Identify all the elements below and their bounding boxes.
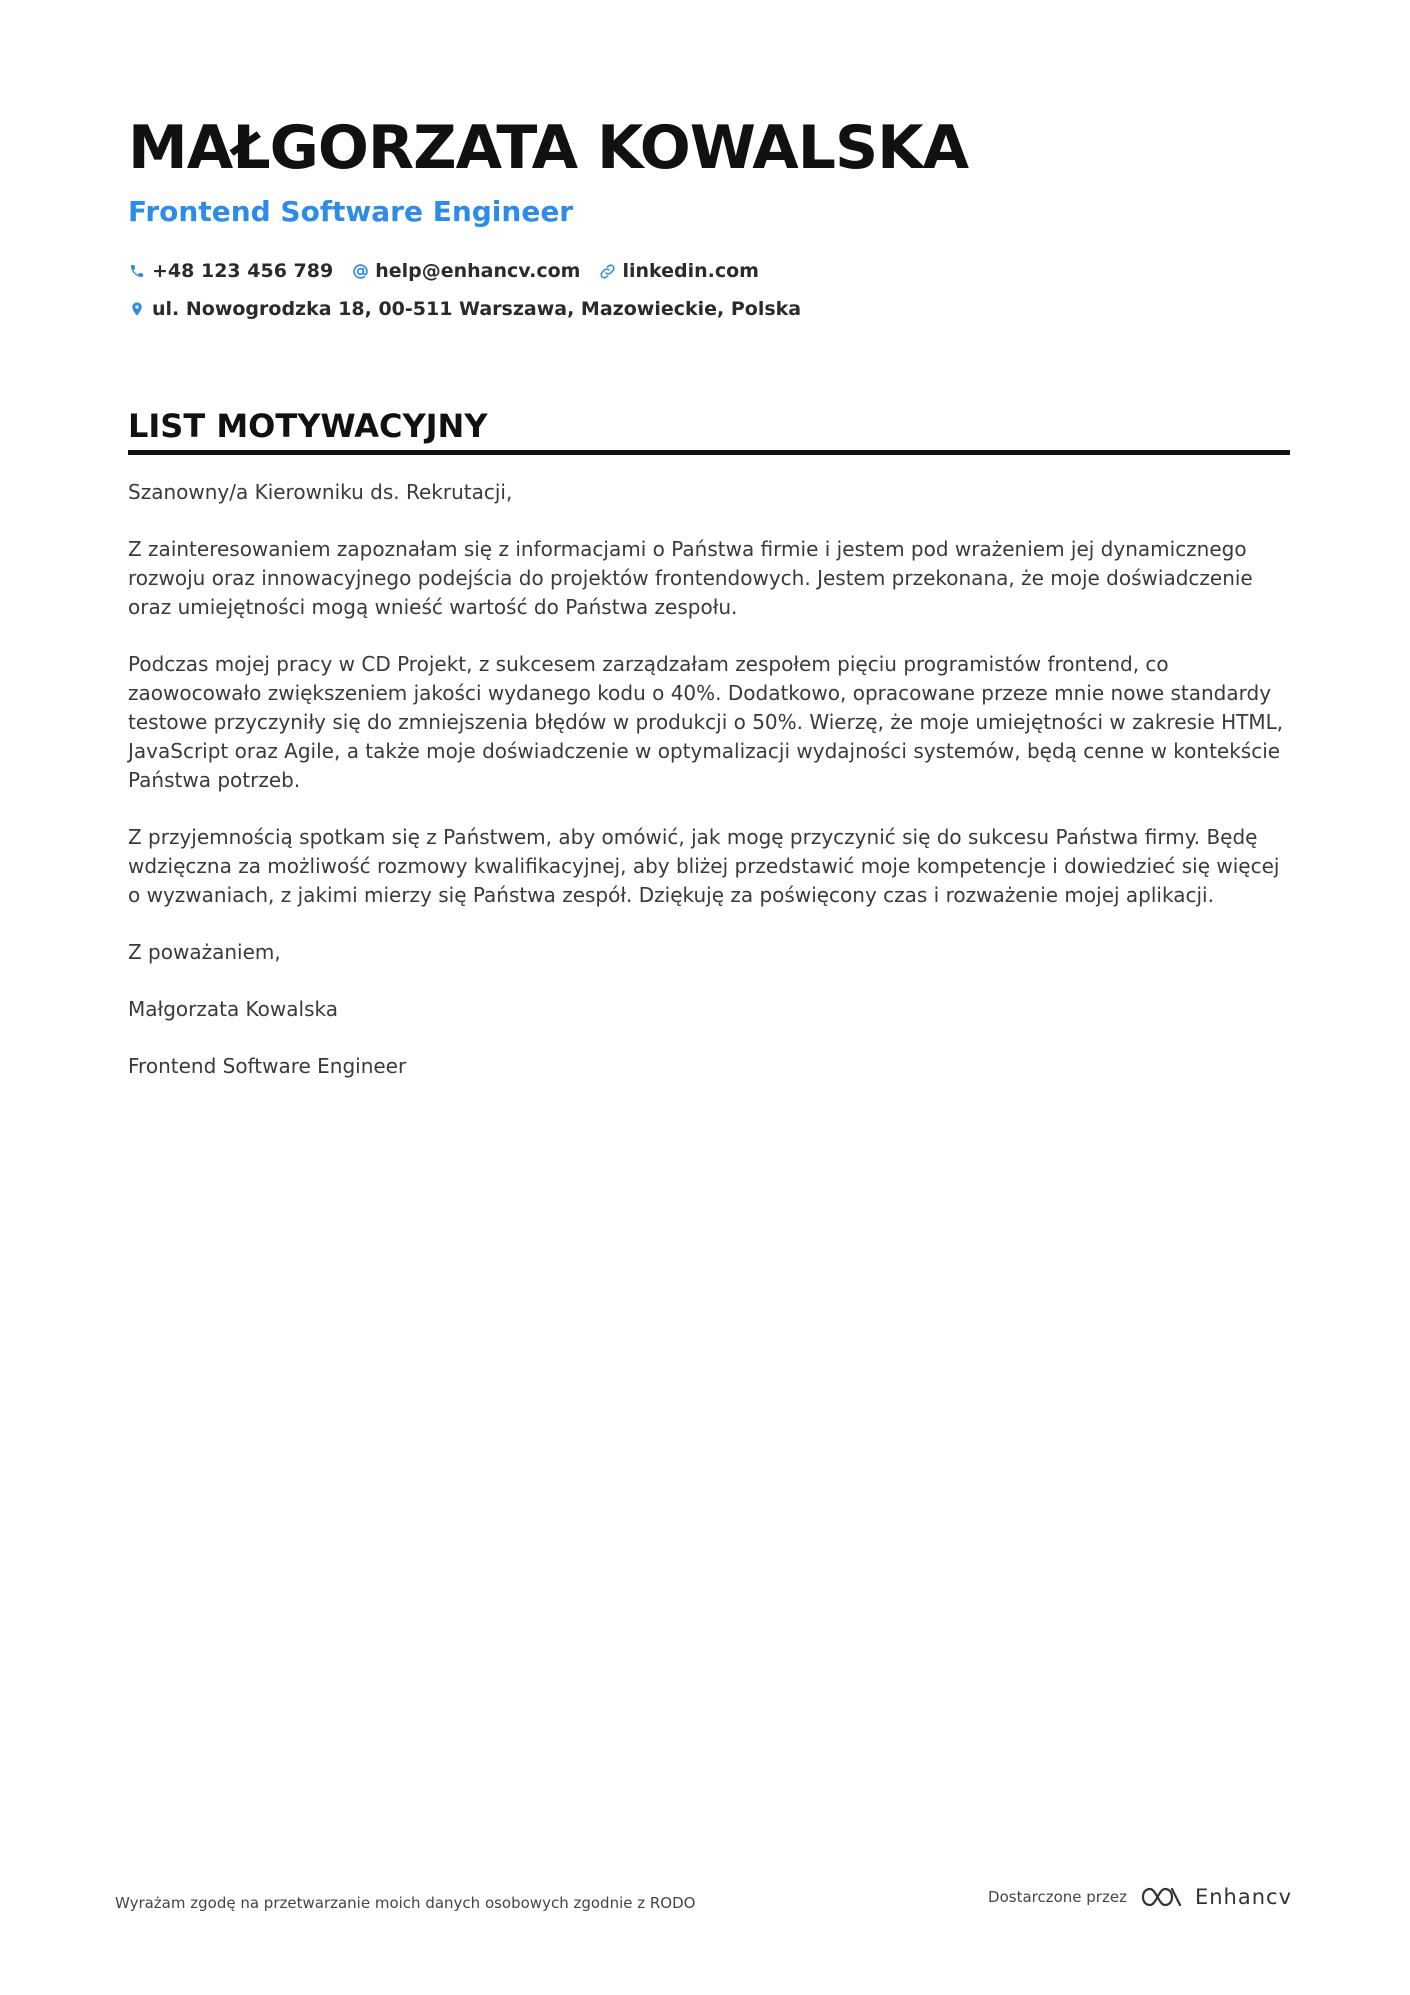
- letter-paragraph: Z przyjemnością spotkam się z Państwem, aby omówić, jak mogę przyczynić się do sukcesu Państwa firmy. Będę wdzięczna za możliwość rozmowy kwalifikacyjnej, aby bliżej przedstawić moje kompetencje i dowiedzieć się więcej o wyzwaniach, z jakimi mierzy się Państwa zespół. Dziękuję za poświęcony czas i rozważenie mojej aplikacji.: [128, 825, 1280, 907]
- header: [128, 108, 1288, 328]
- location-pin-icon: [128, 300, 146, 318]
- contact-phone: [128, 260, 333, 282]
- contact-link[interactable]: [598, 260, 759, 282]
- link-icon: [598, 262, 616, 280]
- letter-paragraph: Z zainteresowaniem zapoznałam się z informacjami o Państwa firmie i jestem pod wrażeniem jej dynamicznego rozwoju oraz innowacyjnego podejścia do projektów frontendowych. Jestem przekonana, że moje doświadczenie oraz umiejętności mogą wnieść wartość do Państwa zespołu.: [128, 537, 1253, 619]
- letter-paragraph: Podczas mojej pracy w CD Projekt, z sukcesem zarządzałam zespołem pięciu programistów frontend, co zaowocowało zwiększeniem jakości wydanego kodu o 40%. Dodatkowo, opracowane przeze mnie nowe standardy testowe przyczyniły się do zmniejszenia błędów w produkcji o 50%. Wierzę, że moje umiejętności w zakresie HTML, JavaScript oraz Agile, a także moje doświadczenie w optymalizacji wydajności systemów, będą cenne w kontekście Państwa potrzeb.: [128, 652, 1284, 792]
- candidate-role: Frontend Software Engineer: [128, 195, 574, 228]
- phone-number: +48 123 456 789: [152, 260, 334, 282]
- letter-body: [128, 478, 1290, 1109]
- powered-by[interactable]: [988, 1885, 1292, 1909]
- email-address[interactable]: help@enhancv.com: [375, 260, 581, 282]
- gdpr-consent: Wyrażam zgodę na przetwarzanie moich danych osobowych zgodnie z RODO: [115, 1894, 696, 1912]
- contact-row-primary: [128, 252, 1288, 290]
- brand-name: Enhancv: [1194, 1885, 1292, 1909]
- letter-closing: Z poważaniem,: [128, 940, 281, 964]
- contact-address: [128, 298, 801, 320]
- address-text: ul. Nowogrodzka 18, 00-511 Warszawa, Mazowieckie, Polska: [152, 298, 802, 320]
- contact-info: [128, 252, 1288, 328]
- letter-greeting: Szanowny/a Kierowniku ds. Rekrutacji,: [128, 480, 513, 504]
- candidate-name: MAŁGORZATA KOWALSKA: [128, 113, 969, 183]
- signature-title: Frontend Software Engineer: [128, 1054, 407, 1078]
- powered-by-label: Dostarczone przez: [988, 1888, 1127, 1906]
- section-title: LIST MOTYWACYJNY: [128, 404, 1290, 455]
- phone-icon: [128, 262, 146, 280]
- linkedin-url[interactable]: linkedin.com: [622, 260, 759, 282]
- contact-email[interactable]: [351, 260, 580, 282]
- signature-name: Małgorzata Kowalska: [128, 997, 338, 1021]
- enhancv-logo-icon: [1139, 1885, 1183, 1909]
- contact-row-address: [128, 290, 1288, 328]
- at-icon: [351, 262, 369, 280]
